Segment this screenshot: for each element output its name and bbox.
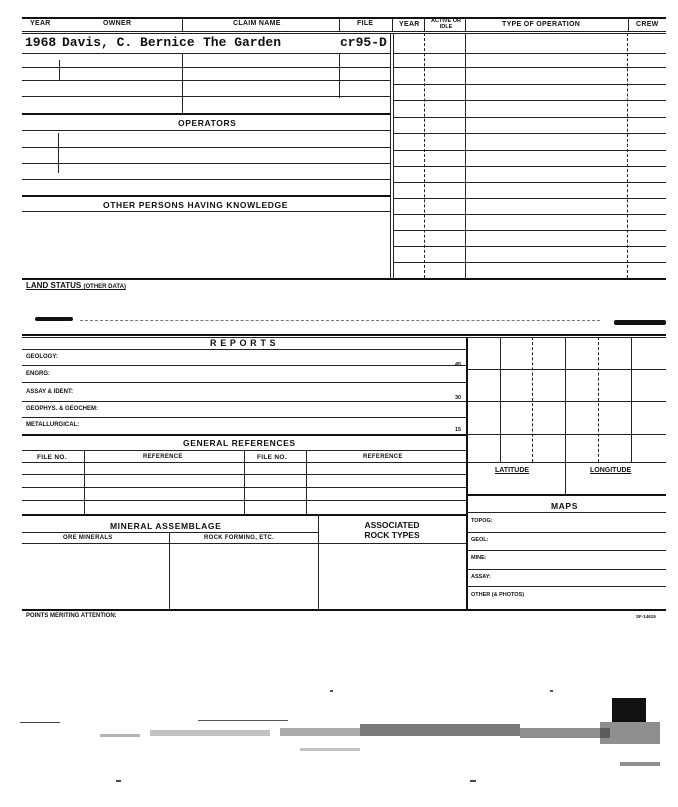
associated-rock-types-heading: ASSOCIATED ROCK TYPES	[364, 520, 420, 540]
report-assay-ident: ASSAY & IDENT:	[26, 389, 74, 395]
maps-mine: MINE:	[471, 555, 487, 561]
entry-owner: Davis, C. Bernice	[62, 35, 195, 50]
other-persons-heading: OTHER PERSONS HAVING KNOWLEDGE	[103, 200, 289, 210]
header-year: YEAR	[30, 20, 51, 27]
form-number: SF-14615	[636, 614, 656, 619]
report-scale-30: 30	[455, 395, 462, 401]
points-meriting-attention: POINTS MERITING ATTENTION:	[26, 613, 117, 619]
rock-forming-header: ROCK FORMING, ETC.	[204, 535, 275, 541]
report-geophys: GEOPHYS. & GEOCHEM:	[26, 406, 99, 412]
entry-file: cr95-D	[340, 35, 387, 50]
maps-other: OTHER (& PHOTOS)	[471, 592, 525, 598]
report-metallurgical: METALLURGICAL:	[26, 422, 80, 428]
reports-heading: R E P O R T S	[210, 338, 277, 348]
ref-file-no-1: FILE NO.	[37, 454, 67, 461]
ore-minerals-header: ORE MINERALS	[63, 535, 113, 541]
maps-assay: ASSAY:	[471, 574, 491, 580]
header-active-or-idle: ACTIVE OR IDLE	[431, 18, 461, 30]
latitude-label: LATITUDE	[495, 467, 530, 474]
scan-noise	[0, 690, 678, 807]
header-owner: OWNER	[103, 20, 132, 27]
ref-file-no-2: FILE NO.	[257, 454, 287, 461]
report-scale-45: 45	[455, 362, 462, 368]
maps-topog: TOPOG:	[471, 518, 493, 524]
land-status-sublabel: (OTHER DATA)	[83, 284, 126, 290]
land-status-heading	[26, 281, 126, 290]
header-claim-name: CLAIM NAME	[233, 20, 281, 27]
general-references-heading: GENERAL REFERENCES	[183, 438, 296, 448]
mineral-assemblage-heading: MINERAL ASSEMBLAGE	[110, 521, 222, 531]
operators-heading: OPERATORS	[178, 118, 237, 128]
header-year-2: YEAR	[399, 21, 420, 28]
maps-heading: MAPS	[551, 501, 578, 511]
longitude-label: LONGITUDE	[590, 467, 632, 474]
report-geology: GEOLOGY:	[26, 354, 58, 360]
entry-claim-name: The Garden	[203, 35, 282, 50]
maps-geol: GEOL:	[471, 537, 489, 543]
header-crew: CREW	[636, 21, 659, 28]
ref-reference-1: REFERENCE	[143, 454, 183, 460]
header-type-of-operation: TYPE OF OPERATION	[502, 21, 581, 28]
land-status-label: LAND STATUS	[26, 281, 82, 290]
entry-year: 1968	[25, 35, 57, 50]
header-file: FILE	[357, 20, 374, 27]
report-engrg: ENGRG:	[26, 371, 50, 377]
ref-reference-2: REFERENCE	[363, 454, 403, 460]
report-scale-15: 15	[455, 427, 462, 433]
